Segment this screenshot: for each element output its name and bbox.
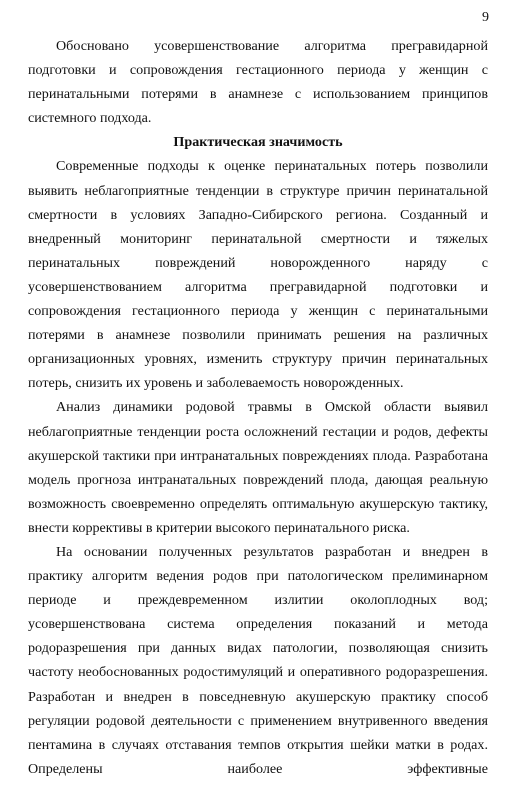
- page-number: 9: [482, 10, 489, 25]
- paragraph-practical-1: Современные подходы к оценке перинатальных потерь позволили выявить неблагоприятные тенденции в структуре причин перинатальной смертности в условиях Западно-Сибирского региона. Созданный и внедренный мониторинг перинатальной смертности и тяжелых перинатальных повреждений новорожденного наряду с усовершенствованием алгоритма прегравидарной подготовки и сопровождения гестационного периода у женщин с перинатальными потерями в анамнезе позволили принимать решения на различных организационных уровнях, изменить структуру причин перинатальных потерь, снизить их уровень и заболеваемость новорожденных.: [28, 158, 488, 392]
- section-heading: Практическая значимость: [173, 134, 343, 151]
- intro-paragraph: Обосновано усовершенствование алгоритма прегравидарной подготовки и сопровождения гестационного периода у женщин с перинатальными потерями в анамнезе с использованием принципов системного подхода.: [28, 38, 488, 127]
- paragraph-practical-2: Анализ динамики родовой травмы в Омской области выявил неблагоприятные тенденции роста осложнений гестации и родов, дефекты акушерской тактики при интранатальных повреждениях плода. Разработана модель прогноза интранатальных повреждений плода, дающая реальную возможность своевременно определять оптимальную акушерскую тактику, внести коррективы в критерии высокого перинатального риска.: [28, 399, 488, 536]
- paragraph-practical-3: На основании полученных результатов разработан и внедрен в практику алгоритм ведения родов при патологическом прелиминарном периоде и преждевременном излитии околоплодных вод; усовершенствована система определения показаний и метода родоразрешения при данных видах патологии, позволяющая снизить частоту необоснованных родостимуляций и оперативного родоразрешения. Разработан и внедрен в повседневную акушерскую практику способ регуляции родовой деятельности с применением внутривенного введения пентамина в случаях отставания темпов открытия шейки матки в родах. Определены наиболее эффективные: [28, 543, 488, 777]
- document-body: [28, 34, 488, 781]
